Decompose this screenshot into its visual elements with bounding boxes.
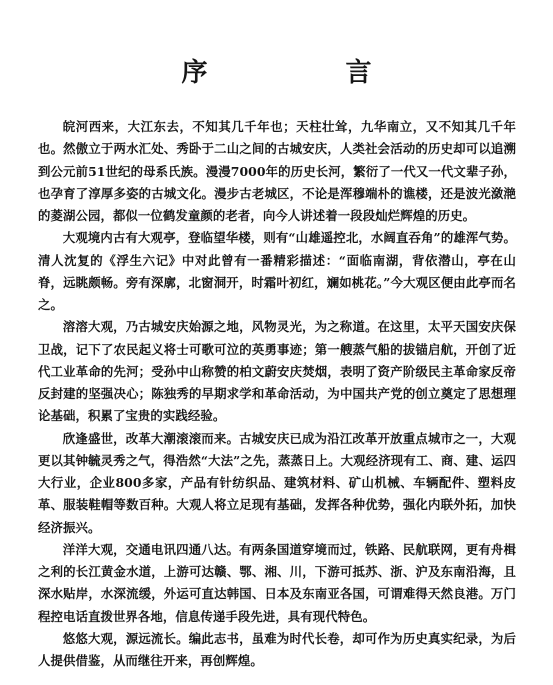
paragraph: 悠悠大观，源远流长。编此志书，虽难为时代长卷，却可作为历史真实纪录，为后人提供借鉴，从而继往开来，再创辉煌。 [38,630,516,668]
page-title: 序 言 [181,58,428,88]
paragraph: 皖河西来，大江东去，不知其几千年也；天柱壮耸，九华南立，又不知其几千年也。然傲立于两水汇处、秀卧于二山之间的古城安庆，人类社会活动的历史却可以追溯到公元前51世纪的母系氏族。漫漫7000年的历史长河，繁衍了一代又一代文辈子孙，也孕育了淳厚多姿的古城文化。漫步古老城区，不论是浑穆端朴的谯楼，还是波光潋滟的菱湖公园，都似一位鹤发童颜的老者，向今人讲述着一段段灿烂辉煌的历史。 [38,119,516,223]
paragraph: 欣逢盛世，改革大潮滚滚而来。古城安庆已成为沿江改革开放重点城市之一，大观更以其钟毓灵秀之气，得浩然“大法”之先，蒸蒸日上。大观经济现有工、商、建、运四大行业，企业800多家，产品有针纺织品、建筑材料、矿山机械、车辆配件、塑料皮革、服装鞋帽等数百种。大观人将立足现有基础，发挥各种优势，强化内联外拓，加快经济振兴。 [38,430,516,535]
paragraph: 溶溶大观，乃古城安庆始源之地，风物灵光，为之称道。在这里，太平天国安庆保卫战，记下了农民起义将士可歌可泣的英勇事迹；第一艘蒸气船的拔锚启航，开创了近代工业革命的先河；受孙中山称赞的柏文蔚安庆焚烟，表明了资产阶级民主革命家反帝反封建的坚强决心；陈独秀的早期求学和革命活动，为中国共产党的创立奠定了思想理论基础，积累了宝贵的实践经验。 [38,319,516,424]
paragraph: 洋洋大观，交通电讯四通八达。有两条国道穿境而过，铁路、民航联网，更有舟楫之利的长江黄金水道，上游可达赣、鄂、湘、川，下游可抵苏、浙、沪及东南沿海，且深水贴岸，水深流缓，外运可直达韩国、日本及东南亚各国，可谓难得天然良港。万门程控电话直拨世界各地，信息传递手段先进，具有现代特色。 [38,541,516,624]
paragraph: 大观境内古有大观亭，登临望华楼，则有“山雄遥控北，水阔直吞角”的雄浑气势。清人沈复的《浮生六记》中对此曾有一番精彩描述：“面临南湖，背依潜山，亭在山脊，远眺颇畅。旁有深廓，北窗洞开，时霜叶初红，斓如桃花。”今大观区便由此亭而名之。 [38,230,516,312]
preface-body [38,116,516,672]
